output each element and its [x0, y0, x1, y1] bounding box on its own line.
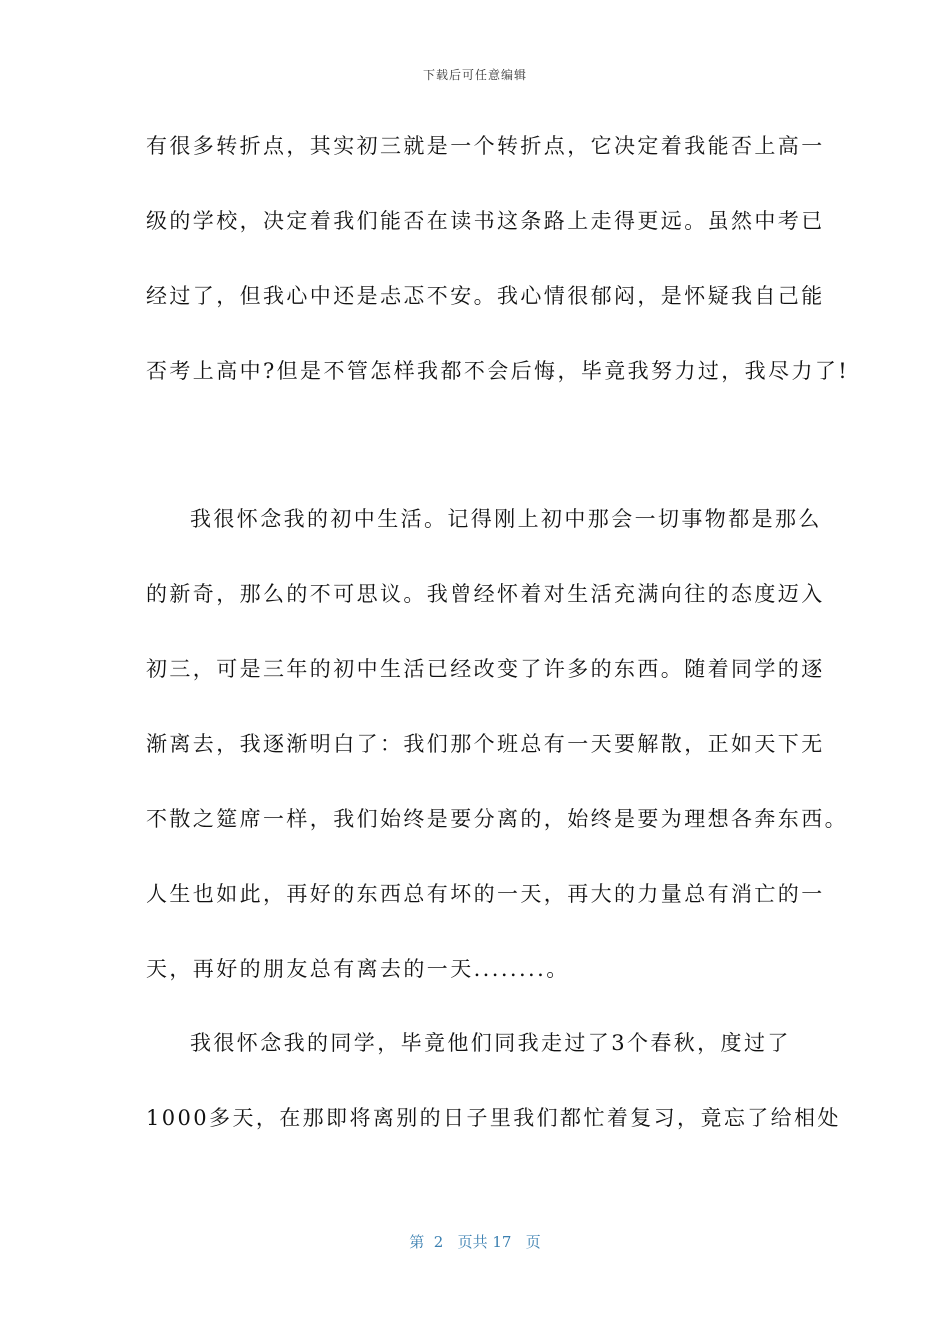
text-line: 渐离去，我逐渐明白了：我们那个班总有一天要解散，正如天下无	[146, 732, 825, 756]
text-line: 初三，可是三年的初中生活已经改变了许多的东西。随着同学的逐	[146, 657, 825, 681]
text-line: 否考上高中?但是不管怎样我都不会后悔，毕竟我努力过，我尽力了!	[146, 359, 850, 383]
text-line: 不散之筵席一样，我们始终是要分离的，始终是要为理想各奔东西。	[146, 807, 848, 831]
text-line: 我很怀念我的同学，毕竟他们同我走过了3个春秋，度过了	[190, 1031, 791, 1055]
text-line: 级的学校，决定着我们能否在读书这条路上走得更远。虽然中考已	[146, 209, 825, 233]
text-line: 人生也如此，再好的东西总有坏的一天，再大的力量总有消亡的一	[146, 882, 825, 906]
page-header: 下载后可任意编辑	[422, 68, 527, 82]
text-line: 天，再好的朋友总有离去的一天........。	[146, 957, 570, 981]
text-line: 1000多天，在那即将离别的日子里我们都忙着复习，竟忘了给相处	[146, 1106, 841, 1130]
text-line: 有很多转折点，其实初三就是一个转折点，它决定着我能否上高一	[146, 134, 825, 158]
page-number-footer: 第 2 页共 17 页	[409, 1233, 541, 1251]
text-line: 经过了，但我心中还是忐忑不安。我心情很郁闷，是怀疑我自己能	[146, 284, 825, 308]
text-line: 的新奇，那么的不可思议。我曾经怀着对生活充满向往的态度迈入	[146, 582, 825, 606]
text-line: 我很怀念我的初中生活。记得刚上初中那会一切事物都是那么	[190, 507, 822, 531]
